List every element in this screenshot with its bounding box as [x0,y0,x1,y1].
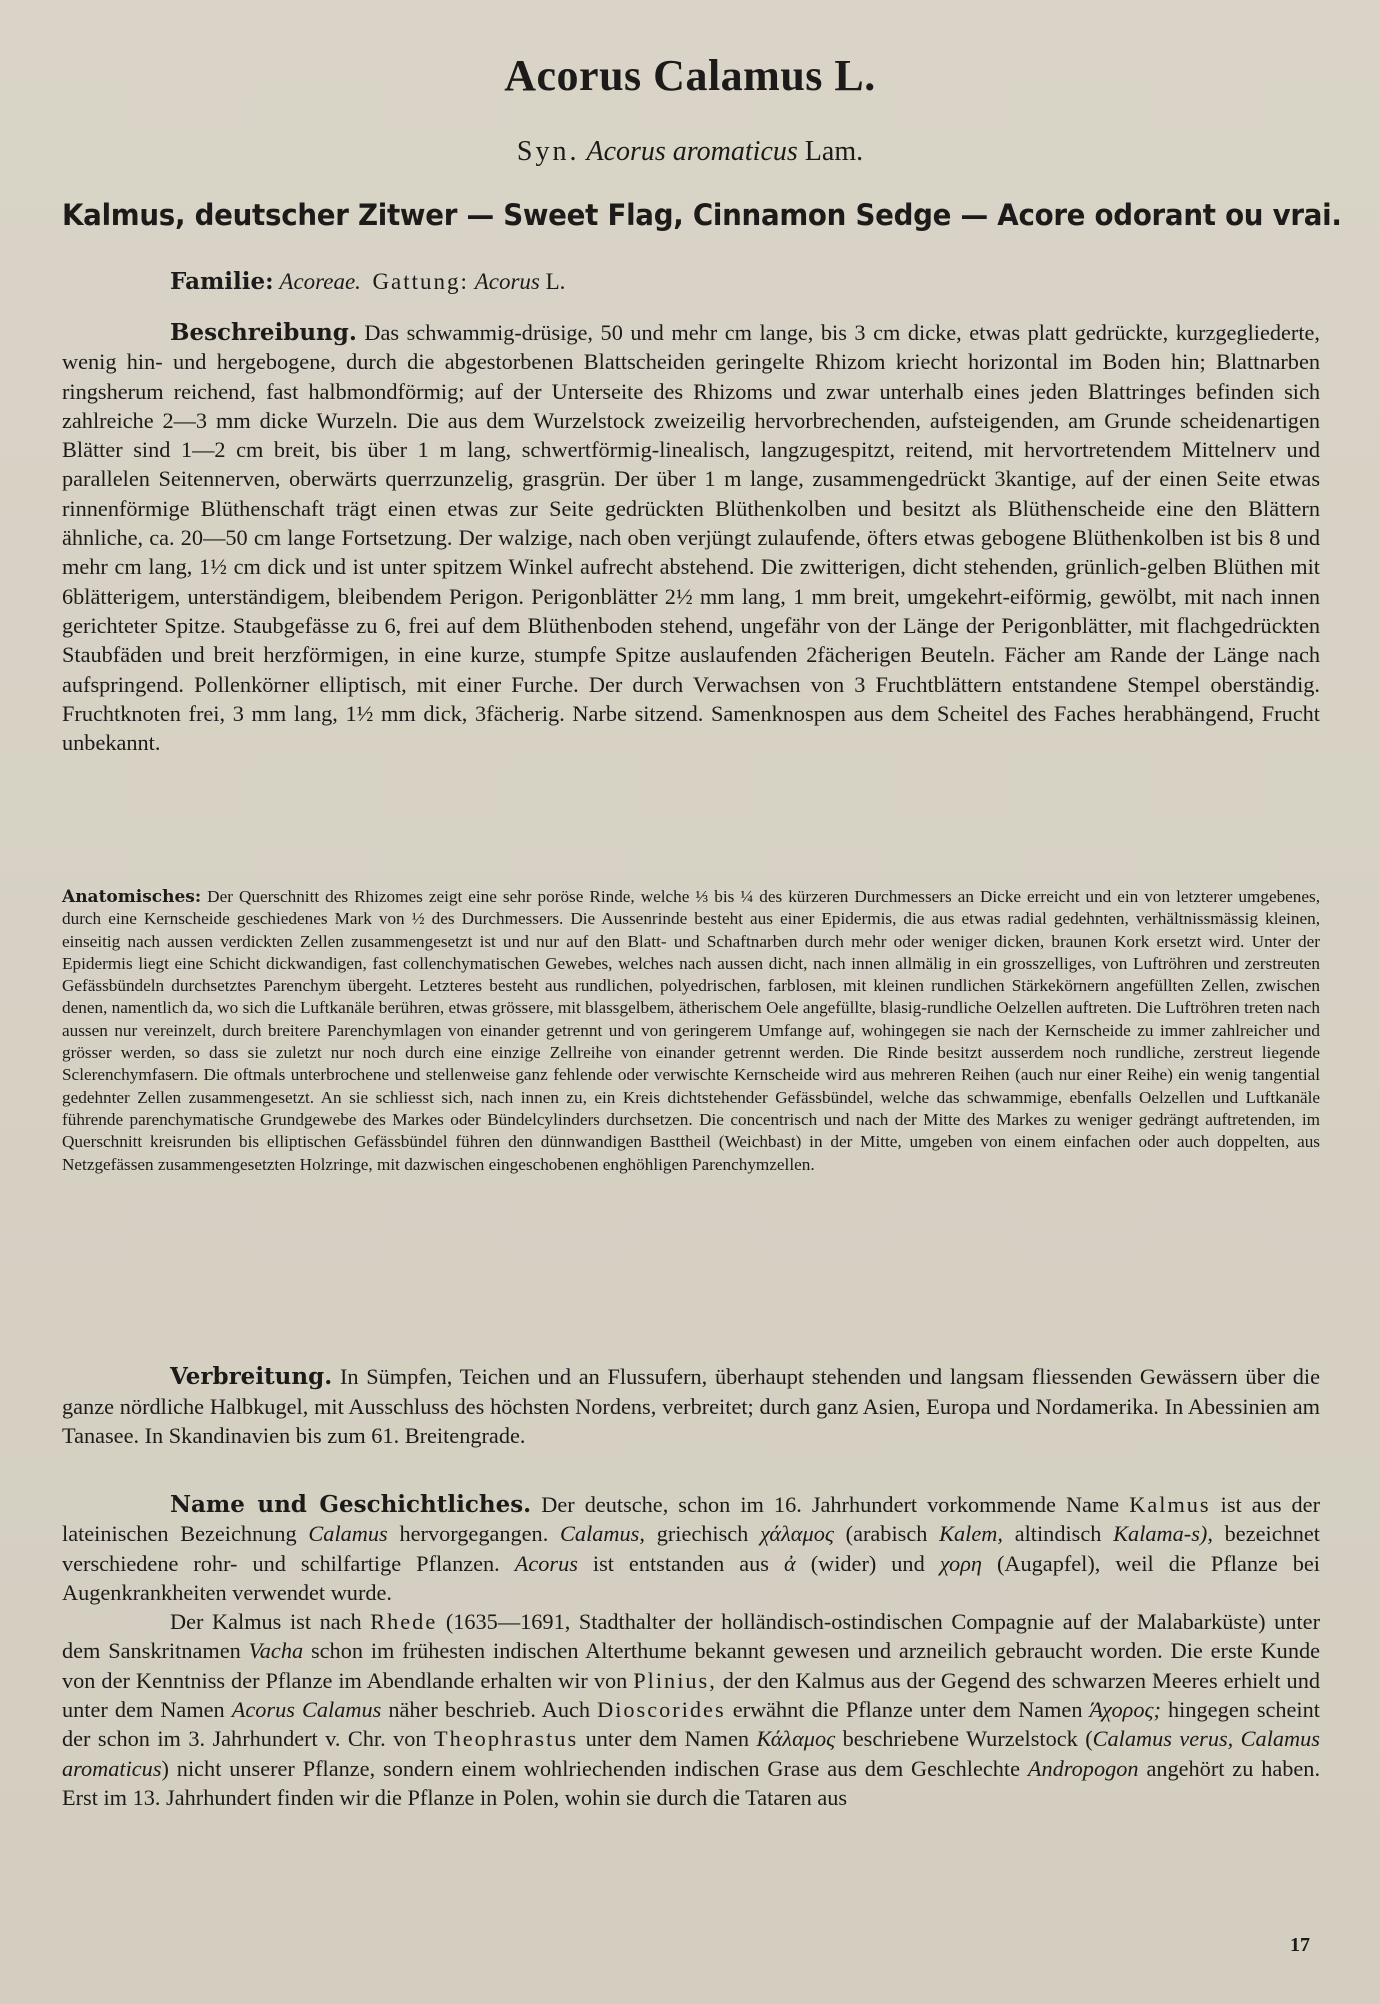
person-dioscorides: Dioscorides [597,1697,726,1723]
text-run: (Augapfel), weil die Pflanze bei Augenkrankheiten verwendet wurde. [62,1550,1320,1605]
person-theophrastus: Theophrastus [434,1726,579,1752]
common-names: Kalmus, deutscher Zitwer — Sweet Flag, Cinnamon Sedge — Acore odorant ou vrai. [62,198,1342,232]
term-calamus: Calamus, [560,1521,645,1547]
term-greek: χορη [939,1550,982,1576]
synonym-name: Acorus aromaticus [586,136,798,167]
verbreitung-heading: Verbreitung. [170,1363,333,1390]
page-title: Acorus Calamus L. [504,51,876,100]
term-greek: ἀ [783,1550,796,1576]
text-run: (wider) und [810,1550,925,1576]
term-greek: Κάλαμος [756,1726,836,1752]
verbreitung-paragraph [62,1362,1320,1451]
synonym-line [0,136,1380,168]
beschreibung-text: Das schwammig-drüsige, 50 und mehr cm lange, bis 3 cm dicke, etwas platt gedrückte, kurzgegliederte, wenig hin- und hergebogene, durch die abgestorbenen Blattscheiden geringelte Rhizom kriecht horizontal im Boden hin; Blattnarben ringsherum reichend, fast halbmondförmig; auf der Unterseite des Rhizoms und zwar unterhalb eines jeden Blattringes befinden sich zahlreiche 2—3 mm dicke Wurzeln. Die aus dem Wurzelstock zweizeilig hervorbrechenden, aufsteigenden, am Grunde scheidenartigen Blätter sind 1—2 cm breit, bis über 1 m lang, schwertförmig-linealisch, langzugespitzt, reitend, mit hervortretendem Mittelnerv und parallelen Seitennerven, oberwärts querrzunzelig, grasgrün. Der über 1 m lange, zusammengedrückt 3kantige, auf der einen Seite etwas rinnenförmige Blüthenschaft trägt einen etwas zur Seite gedrückten Blüthenkolben und besitzt als Blüthenscheide eine den Blättern ähnliche, ca. 20—50 cm lange Fortsetzung. Der walzige, nach oben verjüngt zulaufende, öfters etwas gebogene Blüthenkolben ist bis 8 und mehr cm lang, 1½ cm dick und ist unter spitzem Winkel aufrecht abstehend. Die zwitterigen, dicht stehenden, grünlich-gelben Blüthen mit 6blätterigem, unterständigem, bleibendem Perigon. Perigonblätter 2½ mm lang, 1 mm breit, umgekehrt-eiförmig, gewölbt, mit nach innen gerichteter Spitze. Staubgefässe zu 6, frei auf dem Blüthenboden stehend, ungefähr von der Länge der Perigonblätter, mit flachgedrückten Staubfäden und breit herzförmigen, in eine kurze, stumpfe Spitze auslaufenden 2fächerigen Beuteln. Fächer am Rande der Länge nach aufspringend. Pollenkörner elliptisch, mit einer Furche. Der durch Verwachsen von 3 Fruchtblättern entstandene Stempel oberständig. Fruchtknoten frei, 3 mm lang, 1½ mm dick, 3fächerig. Narbe sitzend. Samenknospen aus dem Scheitel des Faches herabhängend, Frucht unbekannt. [62,320,1320,756]
text-run: näher beschrieb. Auch [388,1697,591,1723]
page-number: 17 [1290,1934,1310,1956]
term-acorus-calamus: Acorus Calamus [231,1697,382,1723]
term-greek: Άχορος; [1089,1697,1161,1723]
term-andropogon: Andropogon [1027,1755,1139,1781]
synonym-label: Syn. [516,136,580,167]
name-paragraph-2 [62,1607,1320,1812]
text-run: ) nicht unserer Pflanze, sondern einem wohlriechenden indischen Grase aus dem Geschlechte [161,1755,1021,1781]
gattung-author: L. [545,269,566,294]
term-acorus: Acorus [514,1550,578,1576]
text-run: (arabisch [845,1521,928,1547]
anatomisches-text: Der Querschnitt des Rhizomes zeigt eine sehr poröse Rinde, welche ⅓ bis ¼ des kürzeren Durchmessers an Dicke erreicht und ein von letzterer umgebenes, durch eine Kernscheide geschiedenes Mark von ½ des Durchmessers. Die Aussenrinde besteht aus einer Epidermis, die aus etwas radial gedehnten, verhältnissmässig kleinen, einseitig nach aussen verdickten Zellen zusammengesetzt ist und nur auf den Blatt- und Schaftnarben durch mehr oder weniger dicken, braunen Kork ersetzt wird. Unter der Epidermis liegt eine Schicht dickwandigen, fast collenchymatischen Gewebes, welches nach aussen dicht, nach innen allmälig in ein grosszelliges, von Luftröhren und zerstreuten Gefässbündeln durchsetztes Parenchym übergeht. Letzteres besteht aus rundlichen, polyedrischen, farblosen, mit kleinen rundlichen Stärkekörnern angefüllten Zellen, zwischen denen, namentlich da, wo sich die Luftkanäle berühren, etwas grössere, mit blassgelbem, ätherischem Oele angefüllte, blasig-rundliche Oelzellen auftreten. Die Luftröhren treten nach aussen nur vereinzelt, durch breitere Parenchymlagen von einander getrennt und von geringerem Umfange auf, wohingegen sie nach der Kernscheide zu immer zahlreicher und grösser werden, so dass sie zuletzt nur noch durch eine einzige Zellreihe von einander getrennt werden. Die Rinde besitzt ausserdem noch rundliche, zerstreut liegende Sclerenchymfasern. Die oftmals unterbrochene und stellenweise ganz fehlende oder verwischte Kernscheide wird aus mehreren Reihen (auch nur einer Reihe) ein wenig tangential gedehnter Zellen zusammengesetzt. An sie schliesst sich, nach innen zu, ein Kreis dichtstehender Gefässbündel, welche das schwammige, ebenfalls Oelzellen und Luftkanäle führende parenchymatische Grundgewebe des Markes oder Bündelcylinders durchsetzen. Die concentrisch und nach der Mitte des Markes zu weniger gedrängt auftretenden, im Querschnitt kreisrunden bis elliptischen Gefässbündel führen den dünnwandigen Basttheil (Weichbast) in der Mitte, umgeben von einem einfachen oder auch doppelten, aus Netzgefässen zusammengesetzten Holzringe, mit dazwischen eingeschobenen enghöhligen Parenchymzellen. [62,887,1320,1174]
text-run: Der Kalmus ist nach [170,1609,362,1635]
gattung-label: Gattung: [372,269,469,294]
text-run: ist aus der lateinischen Bezeichnung [62,1492,1320,1547]
beschreibung-section [62,318,1320,757]
text-run: hingegen scheint der schon im 3. Jahrhundert v. Chr. von [62,1697,1320,1752]
name-geschichte-heading: Name und Geschichtliches. [170,1491,532,1518]
text-run: ist entstanden aus [592,1550,769,1576]
term-greek: χάλαμος [760,1521,834,1547]
person-rhede: Rhede [370,1609,438,1635]
beschreibung-paragraph [62,318,1320,757]
term-kalama: Kalama-s), [1113,1521,1213,1547]
synonym-author: Lam. [804,136,864,167]
term-calamus: Calamus [308,1521,388,1547]
familie-line [170,268,565,295]
verbreitung-text: In Sümpfen, Teichen und an Flussufern, überhaupt stehenden und langsam fliessenden Gewässern über die ganze nördliche Halbkugel, mit Ausschluss des höchsten Nordens, verbreitet; durch ganz Asien, Europa und Nordamerika. In Abessinien am Tanasee. In Skandinavien bis zum 61. Breitengrade. [62,1364,1320,1448]
text-run: der den Kalmus aus der Gegend des schwarzen Meeres erhielt und unter dem Namen [62,1667,1320,1723]
person-plinius: Plinius, [633,1667,717,1693]
term-vacha: Vacha [248,1638,304,1664]
text-run: bezeichnet verschiedene rohr- und schilfartige Pflanzen. [62,1521,1320,1576]
anatomisches-heading: Anatomisches: [62,887,202,907]
text-run: schon im frühesten indischen Alterthume bekannt gewesen und arzneilich gebraucht worden. Die erste Kunde von der Kenntniss der Pflanze im Abendlande erhalten wir von [62,1638,1321,1693]
text-run: beschriebene Wurzelstock ( [842,1726,1093,1752]
text-run: hervorgegangen. [399,1521,549,1547]
term-calamus-verus: Calamus verus, Calamus aromaticus [62,1726,1320,1781]
text-run: Der deutsche, schon im 16. Jahrhundert vorkommende Name [541,1492,1120,1517]
text-run: (1635—1691, Stadthalter der holländisch-ostindischen Compagnie auf der Malabarküste) unter dem Sanskritnamen [62,1609,1320,1664]
gattung-value: Acorus [474,269,540,294]
anatomisches-paragraph [62,886,1320,1176]
text-run: griechisch [656,1521,749,1547]
text-run: angehört zu haben. Erst im 13. Jahrhundert finden wir die Pflanze in Polen, wohin sie durch die Tataren aus [62,1755,1321,1810]
text-run: unter dem Namen [585,1726,750,1752]
term-kalem: Kalem, [939,1521,1003,1547]
familie-label: Familie: [170,268,274,295]
text-run: altindisch [1014,1521,1102,1547]
name-geschichte-section [62,1490,1320,1812]
term-kalmus: Kalmus [1129,1492,1211,1517]
familie-value: Acoreae. [279,269,361,294]
name-paragraph-1 [62,1490,1320,1607]
beschreibung-heading: Beschreibung. [170,319,357,346]
text-run: erwähnt die Pflanze unter dem Namen [732,1697,1083,1723]
